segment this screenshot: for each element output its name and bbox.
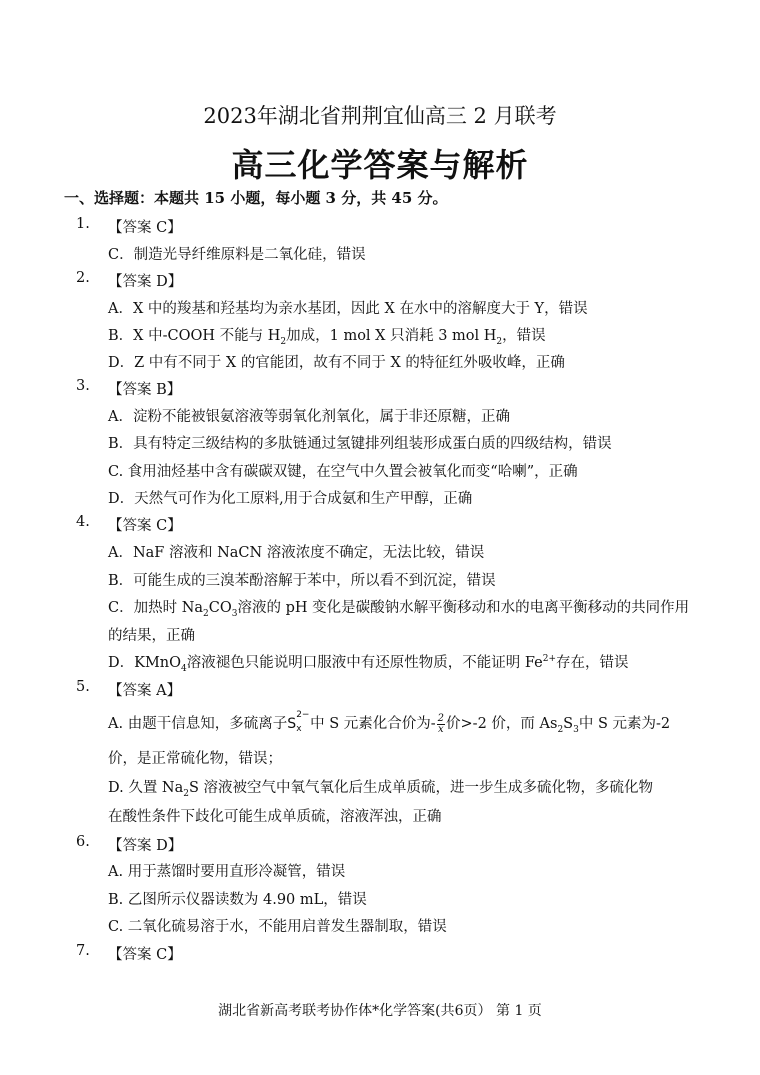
question-number: 3. (76, 378, 90, 394)
fraction-numerator: 2 (437, 712, 445, 724)
explanation-line: D．Z 中有不同于 X 的官能团，故有不同于 X 的特征红外吸收峰，正确 (108, 355, 565, 371)
text: 溶液的 pH 变化是碳酸钠水解平衡移动和水的电离平衡移动的共同作用 (237, 600, 690, 616)
explanation-line: 的结果，正确 (108, 628, 195, 644)
document-title: 高三化学答案与解析 (231, 146, 529, 184)
answer-key: 【答案 C】 (108, 220, 182, 236)
subscript: 4 (181, 663, 187, 674)
text: 溶液褪色只能说明口服液中有还原性物质，不能证明 Fe (186, 655, 543, 671)
answer-key: 【答案 D】 (108, 838, 183, 854)
answer-key: 【答案 D】 (108, 274, 183, 290)
explanation-line (108, 712, 670, 735)
question-number: 1. (76, 216, 90, 232)
answer-key: 【答案 C】 (108, 947, 182, 963)
subscript: 3 (573, 724, 579, 735)
explanation-line (108, 776, 653, 797)
text: 加成，1 mol X 只消耗 3 mol H (286, 328, 497, 344)
explanation-line: C. 食用油烃基中含有碳碳双键，在空气中久置会被氧化而变“哈喇”，正确 (108, 464, 578, 480)
explanation-line: A. 用于蒸馏时要用直形冷凝管，错误 (108, 864, 346, 880)
section-heading: 一、选择题：本题共 15 小题，每小题 3 分，共 45 分。 (64, 189, 448, 207)
ion-subscript: x (296, 724, 302, 734)
explanation-line: A．淀粉不能被银氨溶液等弱氧化剂氧化，属于非还原糖，正确 (108, 409, 510, 425)
explanation-line (108, 596, 689, 617)
explanation-line: B. 乙图所示仪器读数为 4.90 mL，错误 (108, 892, 367, 908)
explanation-line: A．X 中的羧基和羟基均为亲水基团，因此 X 在水中的溶解度大于 Y，错误 (108, 301, 588, 317)
subscript: 2 (280, 336, 287, 347)
explanation-line: A．NaF 溶液和 NaCN 溶液浓度不确定，无法比较，错误 (108, 545, 485, 561)
ion-charge: 2− (296, 710, 310, 720)
ion-symbol: S (287, 716, 297, 732)
explanation-line (108, 324, 546, 345)
text: 存在，错误 (556, 655, 629, 671)
explanation-line: C．制造光导纤维原料是二氧化硅，错误 (108, 247, 366, 263)
text: B．X 中-COOH 不能与 H (108, 328, 281, 344)
subscript: 2 (496, 336, 503, 347)
question-number: 4. (76, 514, 90, 530)
answer-key: 【答案 A】 (108, 683, 182, 699)
answer-key: 【答案 B】 (108, 382, 182, 398)
polysulfide-ion (287, 710, 310, 734)
text: 中 S 元素为-2 (578, 716, 671, 732)
text: ，错误 (502, 328, 546, 344)
text: S 溶液被空气中氧气氧化后生成单质硫，进一步生成多硫化物，多硫化物 (189, 780, 654, 796)
page-footer: 湖北省新高考联考协作体*化学答案(共6页） 第 1 页 (218, 1003, 542, 1019)
question-number: 7. (76, 943, 90, 959)
text: C．加热时 Na (108, 600, 204, 616)
subscript: 2 (183, 788, 190, 799)
text: D．KMnO (108, 655, 182, 671)
text: S (563, 716, 574, 732)
question-number: 2. (76, 270, 90, 286)
answer-key: 【答案 C】 (108, 518, 182, 534)
subscript: 2 (203, 608, 209, 619)
explanation-line: D．天然气可作为化工原料,用于合成氨和生产甲醇，正确 (108, 491, 473, 507)
explanation-line: 价，是正常硫化物，错误； (108, 751, 282, 767)
text: A. 由题干信息知，多硫离子 (108, 716, 288, 732)
exam-title: 2023年湖北省荆荆宜仙高三 2 月联考 (203, 104, 557, 128)
fraction-denominator: x (438, 723, 444, 735)
text: 价>-2 价，而 As (446, 716, 558, 732)
question-number: 5. (76, 679, 90, 695)
superscript: 2+ (542, 654, 557, 665)
text: 中 S 元素化合价为- (310, 716, 436, 732)
fraction (437, 714, 445, 735)
explanation-line: 在酸性条件下歧化可能生成单质硫，溶液浑浊，正确 (108, 809, 442, 825)
subscript: 3 (231, 608, 238, 619)
question-number: 6. (76, 834, 90, 850)
explanation-line: B．具有特定三级结构的多肽链通过氢键排列组装形成蛋白质的四级结构，错误 (108, 436, 612, 452)
explanation-line: C. 二氧化硫易溶于水，不能用启普发生器制取，错误 (108, 919, 447, 935)
text: CO (208, 600, 232, 616)
subscript: 2 (557, 724, 564, 735)
explanation-line: B．可能生成的三溴苯酚溶解于苯中，所以看不到沉淀，错误 (108, 573, 496, 589)
explanation-line (108, 651, 629, 672)
text: D. 久置 Na (108, 780, 184, 796)
